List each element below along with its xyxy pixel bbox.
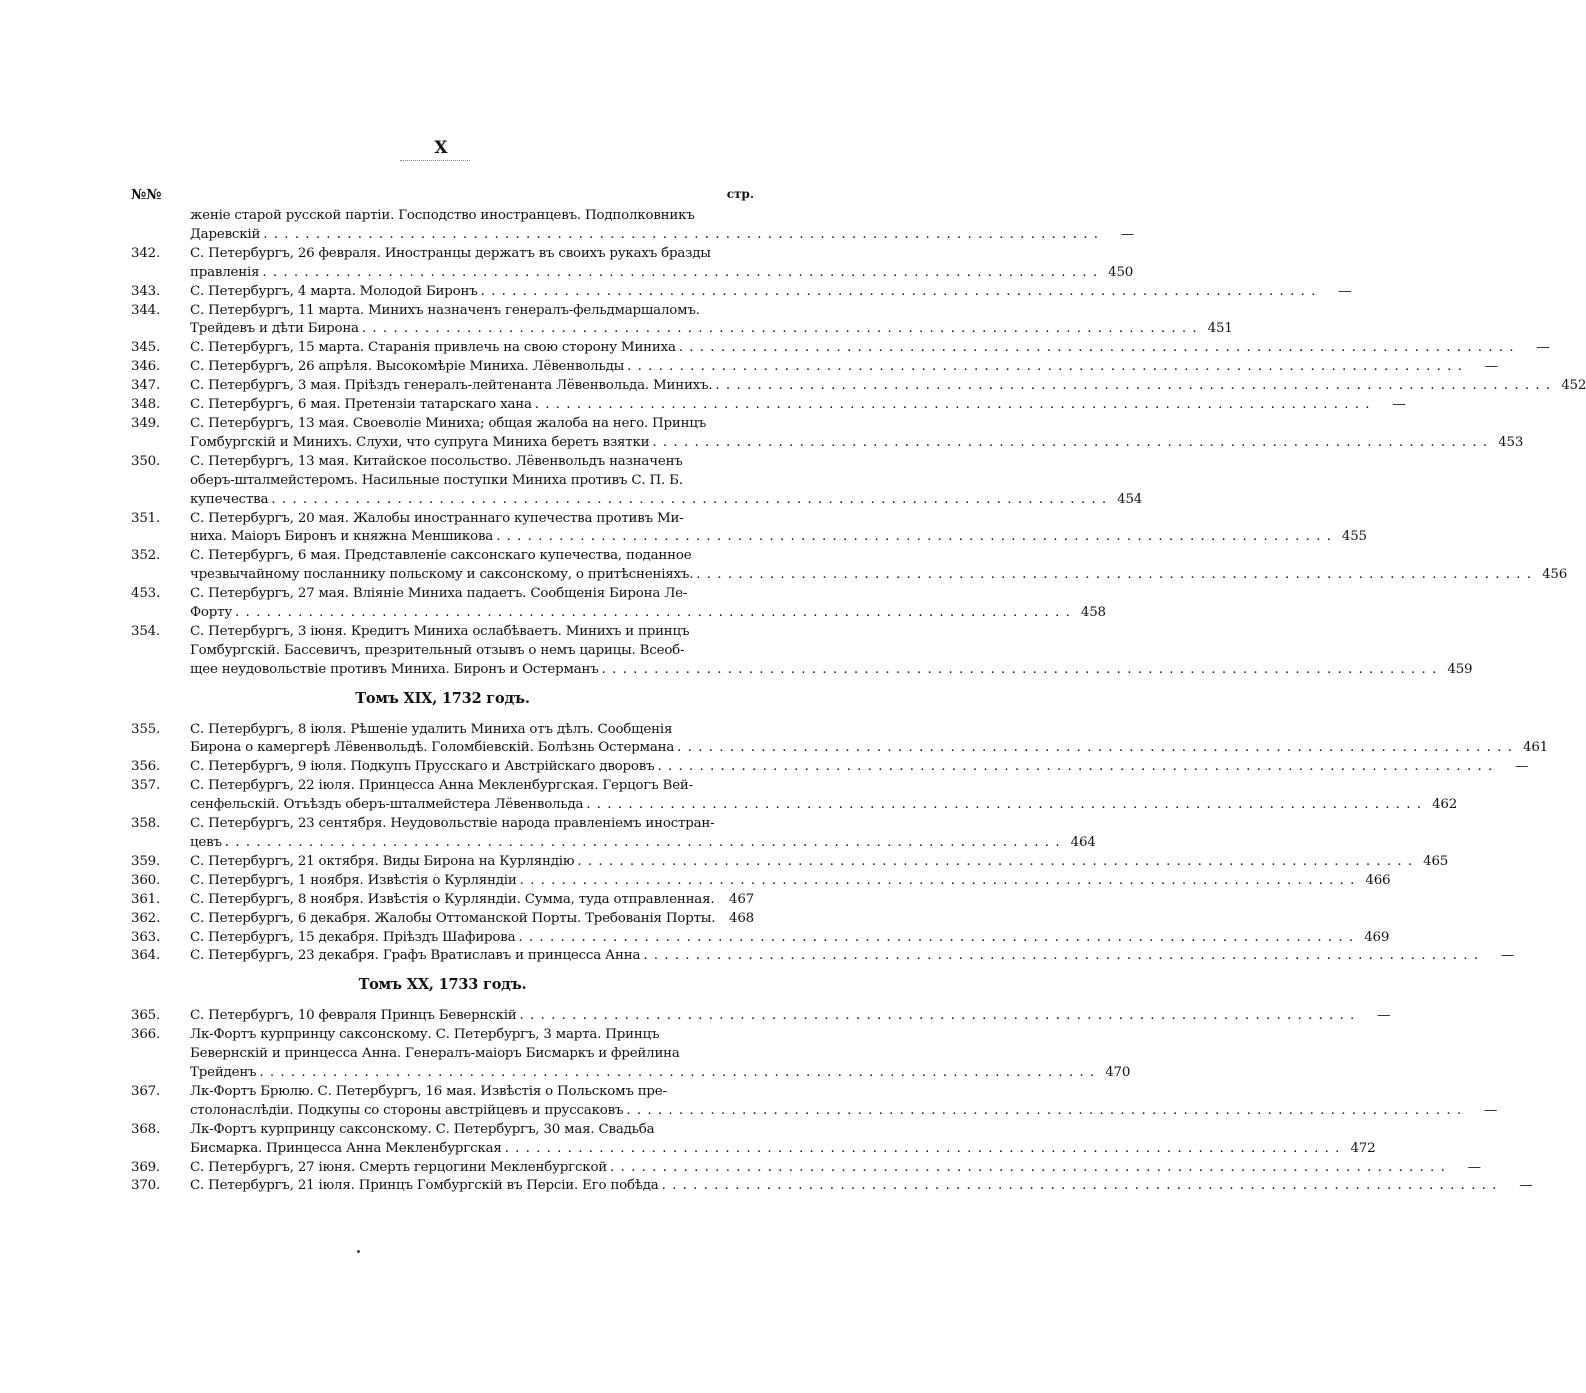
entry-line: С. Петербургъ, 27 іюня. Смерть герцогини Мекленбургской: [190, 1159, 608, 1175]
entry-last-line: [190, 491, 1143, 510]
entry-last-line: [190, 396, 1406, 415]
entry-number: 348.: [131, 397, 161, 413]
entry-last-line: [190, 796, 1458, 815]
dot-leader: . . . . . . . . . . . . . . . . . . . . . . . . . . . . . . . . . . . . . . . . . . . . . . . . . . . . . . . . . . . . . . . . . . . . . . . . . . . . . . . .: [586, 797, 1423, 813]
entry-number: 369.: [131, 1159, 161, 1175]
toc-entry: [131, 777, 1458, 815]
entry-page: —: [1377, 1008, 1391, 1024]
entry-last-line: [190, 834, 1096, 853]
toc-entry: [131, 245, 1134, 283]
toc-entry: [131, 1121, 1376, 1159]
toc-entry: [131, 891, 754, 910]
entry-line: С. Петербургъ, 6 мая. Претензіи татарскаго хана: [190, 397, 532, 413]
entry-text: [190, 585, 1106, 623]
entry-number: 362.: [131, 910, 161, 926]
page-number: X: [434, 138, 448, 158]
entry-number: 357.: [131, 778, 161, 794]
toc-entry: [131, 283, 1352, 302]
entry-page: 453: [1498, 434, 1524, 450]
entry-line: С. Петербургъ, 11 марта. Минихъ назначенъ генералъ-фельдмаршаломъ.: [190, 302, 700, 318]
entry-page: 455: [1341, 529, 1367, 545]
entry-page: 467: [729, 891, 754, 907]
toc-entry: [131, 339, 1550, 358]
entry-page: —: [1483, 1102, 1498, 1118]
entry-line: С. Петербургъ, 22 іюля. Принцесса Анна Мекленбургская. Герцогъ Вей-: [190, 778, 693, 794]
entry-text: [190, 872, 1391, 891]
entry-page: —: [1338, 283, 1352, 299]
entry-page: —: [1515, 759, 1529, 775]
entry-text: [190, 339, 1550, 358]
dot-leader: . . . . . . . . . . . . . . . . . . . . . . . . . . . . . . . . . . . . . . . . . . . . . . . . . . . . . . . . . . . . . . . . . . . . . . . . . . . . . . . .: [224, 835, 1061, 850]
entry-page: 450: [1108, 264, 1134, 280]
entry-text: [190, 777, 1458, 815]
toc-entry: [131, 872, 1391, 891]
entry-last-line: [190, 1159, 1481, 1178]
entry-line: С. Петербургъ, 8 іюля. Рѣшеніе удалить Миниха отъ дѣлъ. Сообщенія: [190, 721, 673, 737]
entry-text: [190, 283, 1352, 302]
toc-entry: [131, 510, 1367, 548]
entry-last-line: [190, 528, 1367, 547]
entry-text: [190, 1121, 1376, 1159]
toc-entry: [131, 947, 1515, 966]
entry-page: 468: [729, 910, 754, 926]
entry-line: Трейденъ: [190, 1064, 257, 1080]
entry-number: 359.: [131, 853, 161, 869]
entry-page: —: [1467, 1159, 1481, 1175]
entry-line: Бирона о камергерѣ Лёвенвольдѣ. Голомбіевскій. Болѣзнь Остермана: [190, 740, 675, 756]
entry-last-line: [190, 947, 1515, 966]
entry-last-line: [190, 264, 1134, 283]
entry-last-line: [190, 1007, 1391, 1026]
dot-leader: . . . . . . . . . . . . . . . . . . . . . . . . . . . . . . . . . . . . . . . . . . . . . . . . . . . . . . . . . . . . . . . . . . . . . . . . . . . . . . . .: [577, 853, 1414, 869]
entry-text: [190, 1026, 1131, 1083]
entry-last-line: [190, 853, 1449, 872]
dot-leader: . . . . . . . . . . . . . . . . . . . . . . . . . . . . . . . . . . . . . . . . . . . . . . . . . . . . . . . . . . . . . . . . . . . . . . . . . . . . . . . .: [519, 1008, 1356, 1024]
entry-number: 363.: [131, 929, 161, 945]
entry-page: —: [1392, 397, 1406, 413]
entry-page: 465: [1423, 853, 1449, 869]
entry-number: 358.: [131, 816, 161, 832]
dot-leader: . . . . . . . . . . . . . . . . . . . . . . . . . . . . . . . . . . . . . . . . . . . . . . . . . . . . . . . . . . . . . . . . . . . . . . . . . . . . . . . .: [643, 948, 1480, 964]
toc-entry: [131, 358, 1498, 377]
entry-number: 351.: [131, 510, 161, 526]
dot-leader: . . . . . . . . . . . . . . . . . . . . . . . . . . . . . . . . . . . . . . . . . . . . . . . . . . . . . . . . . . . . . . . . . . . . . . . . . . . . . . . .: [361, 321, 1198, 337]
entry-last-line: [190, 1140, 1376, 1159]
entry-line: Бевернскій и принцесса Анна. Генералъ-маіоръ Бисмаркъ и фрейлина: [190, 1046, 680, 1062]
entry-last-line: [190, 872, 1391, 891]
toc-entry: [131, 1026, 1131, 1083]
entry-text: [190, 302, 1233, 340]
entry-last-line: [190, 739, 1548, 758]
toc-entry: [131, 910, 754, 929]
entry-line: оберъ-шталмейстеромъ. Насильные поступки Миниха противъ С. П. Б.: [190, 472, 683, 488]
toc-entry: [131, 547, 1568, 585]
entry-line: цевъ: [190, 835, 222, 850]
entry-text: [190, 453, 1143, 510]
entry-text: [190, 910, 754, 929]
toc-entry: [131, 853, 1449, 872]
toc-entry: [131, 415, 1524, 453]
entry-number: 344.: [131, 302, 161, 318]
dot-leader: . . . . . . . . . . . . . . . . . . . . . . . . . . . . . . . . . . . . . . . . . . . . . . . . . . . . . . . . . . . . . . . . . . . . . . . . . . . . . . . .: [678, 340, 1515, 356]
entry-text: [190, 929, 1390, 948]
dot-leader: . . . . . . . . . . . . . . . . . . . . . . . . . . . . . . . . . . . . . . . . . . . . . . . . . . . . . . . . . . . . . . . . . . . . . . . . . . . . . . . .: [610, 1159, 1446, 1175]
toc-entry: [131, 396, 1406, 415]
entry-line: чрезвычайному посланнику польскому и саксонскому, о притѣсненіяхъ.: [190, 567, 694, 583]
entry-number: 342.: [131, 245, 161, 261]
entry-text: [190, 396, 1406, 415]
toc-entry: [131, 929, 1390, 948]
entry-line: С. Петербургъ, 13 мая. Китайское посольство. Лёвенвольдъ назначенъ: [190, 453, 683, 469]
toc-entry: [131, 815, 1096, 853]
entry-number: 347.: [131, 378, 161, 394]
entry-number: 345.: [131, 340, 161, 356]
entry-line: правленія: [190, 264, 260, 280]
column-header-number: №№: [131, 187, 162, 203]
entry-text: [190, 1159, 1481, 1178]
entry-page: 472: [1350, 1140, 1376, 1156]
dot-leader: . . . . . . . . . . . . . . . . . . . . . . . . . . . . . . . . . . . . . . . . . . . . . . . . . . . . . . . . . . . . . . . . . . . . . . . . . . . . . . . .: [677, 740, 1513, 756]
toc-entry: [131, 1007, 1391, 1026]
entry-page: —: [1519, 1178, 1533, 1194]
entry-line: С. Петербургъ, 6 мая. Представленіе саксонскаго купечества, поданное: [190, 548, 692, 564]
dot-leader: . . . . . . . . . . . . . . . . . . . . . . . . . . . . . . . . . . . . . . . . . . . . . . . . . . . . . . . . . . . . . . . . . . . . . . . . . . . . . . . .: [235, 605, 1071, 621]
volume-heading: Томъ XX, 1733 годъ.: [358, 976, 527, 994]
entry-page: 459: [1447, 661, 1473, 677]
entry-last-line: [190, 377, 1586, 396]
entry-line: женіе старой русской партіи. Господство иностранцевъ. Подполковникъ: [190, 208, 695, 223]
entry-number: 361.: [131, 891, 161, 907]
entry-page: 458: [1080, 605, 1106, 621]
entry-number: 367.: [131, 1083, 161, 1099]
entry-text: [190, 891, 754, 910]
entry-line: Гомбургскій. Бассевичъ, презрительный отзывъ о немъ царицы. Всеоб-: [190, 642, 685, 658]
dot-leader: . . . . . . . . . . . . . . . . . . . . . . . . . . . . . . . . . . . . . . . . . . . . . . . . . . . . . . . . . . . . . . . . . . . . . . . . . . . . . . . .: [652, 434, 1489, 450]
toc-entry: [131, 1159, 1481, 1178]
entry-line: столонаслѣдіи. Подкупы со стороны австрійцевъ и пруссаковъ: [190, 1102, 624, 1118]
entry-number: 453.: [131, 586, 161, 602]
entry-line: щее неудовольствіе противъ Миниха. Биронъ и Остерманъ: [190, 661, 599, 677]
toc-entry: [131, 585, 1106, 623]
toc-entry: [131, 623, 1473, 680]
entry-page: 451: [1207, 321, 1233, 337]
dot-leader: . . . . . . . . . . . . . . . . . . . . . . . . . . . . . . . . . . . . . . . . . . . . . . . . . . . . . . . . . . . . . . . . . . . . . . . . . . . . . . . .: [601, 661, 1438, 677]
entry-number: 350.: [131, 453, 161, 469]
entry-page: —: [1500, 948, 1515, 964]
entry-last-line: [190, 1177, 1533, 1196]
entry-line: С. Петербургъ, 26 февраля. Иностранцы держатъ въ своихъ рукахъ бразды: [190, 245, 711, 261]
entry-last-line: [190, 758, 1529, 777]
entry-text: [190, 547, 1568, 585]
entry-text: [190, 415, 1524, 453]
entry-line: С. Петербургъ, 10 февраля Принцъ Бевернскій: [190, 1008, 517, 1024]
entry-last-line: [190, 339, 1550, 358]
toc-entry: [131, 758, 1529, 777]
dot-leader: . . . . . . . . . . . . . . . . . . . . . . . . . . . . . . . . . . . . . . . . . . . . . . . . . . . . . . . . . . . . . . . . . . . . . . . . . . . . . . . .: [259, 1064, 1096, 1080]
entry-line: Трейдевъ и дѣти Бирона: [190, 321, 359, 337]
entry-line: С. Петербургъ, 9 іюля. Подкупъ Прусскаго и Австрійскаго дворовъ: [190, 759, 655, 775]
dot-leader: . . . . . . . . . . . . . . . . . . . . . . . . . . . . . . . . . . . . . . . . . . . . . . . . . . . . . . . . . . . . . . . . . . . . . . . . . . . . . . . .: [263, 226, 1099, 242]
dot-leader: . . . . . . . . . . . . . . . . . . . . . . . . . . . . . . . . . . . . . . . . . . . . . . . . . . . . . . . . . . . . . . . . . . . . . . . . . . . . . . . .: [271, 491, 1108, 507]
entry-line: С. Петербургъ, 21 іюля. Принцъ Гомбургскій въ Персіи. Его побѣда: [190, 1178, 659, 1194]
entry-line: Лк-Фортъ Брюлю. С. Петербургъ, 16 мая. Извѣстія о Польскомъ пре-: [190, 1083, 667, 1099]
toc-entry: [131, 1177, 1533, 1196]
entry-text: [190, 207, 1134, 245]
entry-line: Лк-Фортъ курпринцу саксонскому. С. Петербургъ, 3 марта. Принцъ: [190, 1027, 660, 1043]
entry-last-line: [190, 226, 1134, 245]
entry-number: 355.: [131, 721, 161, 737]
entry-number: 343.: [131, 283, 161, 299]
entry-text: [190, 623, 1473, 680]
entry-last-line: [190, 661, 1473, 680]
entry-page: —: [1484, 359, 1498, 375]
entry-line: С. Петербургъ, 6 декабря. Жалобы Оттоманской Порты. Требованія Порты.: [190, 910, 716, 926]
entry-number: 365.: [131, 1008, 161, 1024]
entry-line: С. Петербургъ, 8 ноября. Извѣстія о Курляндіи. Сумма, туда отправленная.: [190, 891, 715, 907]
entry-page: 469: [1364, 929, 1390, 945]
entry-page: —: [1120, 226, 1134, 242]
entry-line: Даревскій: [190, 226, 261, 242]
dot-leader: . . . . . . . . . . . . . . . . . . . . . . . . . . . . . . . . . . . . . . . . . . . . . . . . . . . . . . . . . . . . . . . . . . . . . . . . . . . . . . . .: [657, 759, 1494, 775]
toc-entry: [131, 1083, 1498, 1121]
entry-page: 462: [1432, 797, 1458, 813]
dot-leader: . . . . . . . . . . . . . . . . . . . . . . . . . . . . . . . . . . . . . . . . . . . . . . . . . . . . . . . . . . . . . . . . . . . . . . . . . . . . . . . .: [534, 397, 1371, 413]
entry-line: С. Петербургъ, 23 декабря. Графъ Вратиславъ и принцесса Анна: [190, 948, 641, 964]
dot-leader: . . . . . . . . . . . . . . . . . . . . . . . . . . . . . . . . . . . . . . . . . . . . . . . . . . . . . . . . . . . . . . . . . . . . . . . . . . . . . . . .: [262, 264, 1099, 280]
entry-last-line: [190, 320, 1233, 339]
entry-text: [190, 358, 1498, 377]
entry-text: [190, 1007, 1391, 1026]
dot-leader: . . . . . . . . . . . . . . . . . . . . . . . . . . . . . . . . . . . . . . . . . . . . . . . . . . . . . . . . . . . . . . . . . . . . . . . . . . . . . . . .: [496, 529, 1332, 545]
entry-number: 366.: [131, 1027, 161, 1043]
entry-line: купечества: [190, 491, 269, 507]
entry-text: [190, 721, 1548, 759]
entry-number: 370.: [131, 1178, 161, 1194]
entry-text: [190, 377, 1586, 396]
entry-page: 452: [1561, 378, 1586, 394]
entry-number: 356.: [131, 759, 161, 775]
entry-number: 368.: [131, 1121, 161, 1137]
column-header-page: стр.: [726, 187, 754, 201]
entry-text: [190, 947, 1515, 966]
entry-page: 454: [1117, 491, 1143, 507]
entry-text: [190, 245, 1134, 283]
entry-page: 464: [1070, 835, 1096, 850]
dot-leader: . . . . . . . . . . . . . . . . . . . . . . . . . . . . . . . . . . . . . . . . . . . . . . . . . . . . . . . . . . . . . . . . . . . . . . . . . . . . . . . .: [661, 1178, 1498, 1194]
dot-leader: . . . . . . . . . . . . . . . . . . . . . . . . . . . . . . . . . . . . . . . . . . . . . . . . . . . . . . . . . . . . . . . . . . . . . . . . . . . . . . . .: [480, 283, 1317, 299]
entry-number: 364.: [131, 948, 161, 964]
table-of-contents: [131, 207, 1586, 1196]
entry-text: [190, 758, 1529, 777]
entry-page: 456: [1542, 567, 1568, 583]
entry-line: Лк-Фортъ курпринцу саксонскому. С. Петербургъ, 30 мая. Свадьба: [190, 1121, 655, 1137]
dot-leader: . . . . . . . . . . . . . . . . . . . . . . . . . . . . . . . . . . . . . . . . . . . . . . . . . . . . . . . . . . . . . . . . . . . . . . . . . . . . . . . .: [627, 359, 1463, 375]
entry-line: сенфельскій. Отъѣздъ оберъ-шталмейстера Лёвенвольда: [190, 797, 584, 813]
entry-line: С. Петербургъ, 1 ноября. Извѣстія о Курляндіи: [190, 872, 517, 888]
dot-leader: . . . . . . . . . . . . . . . . . . . . . . . . . . . . . . . . . . . . . . . . . . . . . . . . . . . . . . . . . . . . . . . . . . . . . . . . . . . . . . . .: [715, 378, 1552, 394]
entry-last-line: [190, 566, 1568, 585]
entry-last-line: [190, 929, 1390, 948]
entry-last-line: [190, 1102, 1498, 1121]
entry-line: С. Петербургъ, 3 іюня. Кредитъ Миниха ослабѣваетъ. Минихъ и принцъ: [190, 623, 690, 639]
toc-entry: [131, 721, 1548, 759]
volume-heading: Томъ XIX, 1732 годъ.: [355, 689, 530, 707]
dot-leader: [717, 891, 719, 910]
entry-last-line: [190, 283, 1352, 302]
page-number-rule: [400, 160, 470, 161]
dot-leader: . . . . . . . . . . . . . . . . . . . . . . . . . . . . . . . . . . . . . . . . . . . . . . . . . . . . . . . . . . . . . . . . . . . . . . . . . . . . . . . .: [518, 929, 1355, 945]
toc-entry: [131, 302, 1233, 340]
entry-line: С. Петербургъ, 15 марта. Старанія привлечь на свою сторону Миниха: [190, 340, 676, 356]
entry-line: Бисмарка. Принцесса Анна Мекленбургская: [190, 1140, 502, 1156]
entry-line: С. Петербургъ, 23 сентября. Неудовольствіе народа правленіемъ иностран-: [190, 816, 715, 832]
entry-page: 461: [1523, 740, 1548, 756]
entry-line: С. Петербургъ, 27 мая. Вліяніе Миниха падаетъ. Сообщенія Бирона Ле-: [190, 586, 688, 602]
entry-text: [190, 853, 1449, 872]
entry-last-line: [190, 434, 1524, 453]
entry-number: 352.: [131, 548, 161, 564]
entry-number: 360.: [131, 872, 161, 888]
entry-last-line: [190, 604, 1106, 623]
entry-number: 346.: [131, 359, 161, 375]
entry-line: ниха. Маіоръ Биронъ и княжна Меншикова: [190, 529, 494, 545]
toc-entry: [131, 207, 1134, 245]
dot-leader: . . . . . . . . . . . . . . . . . . . . . . . . . . . . . . . . . . . . . . . . . . . . . . . . . . . . . . . . . . . . . . . . . . . . . . . . . . . . . . . .: [696, 567, 1533, 583]
entry-number: 354.: [131, 623, 161, 639]
entry-line: С. Петербургъ, 26 апрѣля. Высокомѣріе Миниха. Лёвенвольды: [190, 359, 625, 375]
entry-text: [190, 1083, 1498, 1121]
dot-leader: . . . . . . . . . . . . . . . . . . . . . . . . . . . . . . . . . . . . . . . . . . . . . . . . . . . . . . . . . . . . . . . . . . . . . . . . . . . . . . . .: [519, 872, 1356, 888]
entry-line: Гомбургскій и Минихъ. Слухи, что супруга Миниха беретъ взятки: [190, 434, 650, 450]
dot-leader: . . . . . . . . . . . . . . . . . . . . . . . . . . . . . . . . . . . . . . . . . . . . . . . . . . . . . . . . . . . . . . . . . . . . . . . . . . . . . . . .: [504, 1140, 1341, 1156]
entry-line: Форту: [190, 605, 233, 621]
toc-entry: [131, 453, 1143, 510]
entry-line: С. Петербургъ, 21 октября. Виды Бирона на Курляндію: [190, 853, 575, 869]
dot-leader: . . . . . . . . . . . . . . . . . . . . . . . . . . . . . . . . . . . . . . . . . . . . . . . . . . . . . . . . . . . . . . . . . . . . . . . . . . . . . . . .: [626, 1102, 1463, 1118]
entry-text: [190, 510, 1367, 548]
entry-last-line: [190, 891, 754, 910]
entry-line: С. Петербургъ, 20 мая. Жалобы иностраннаго купечества противъ Ми-: [190, 510, 684, 526]
entry-text: [190, 815, 1096, 853]
dot-leader: [718, 910, 719, 929]
entry-last-line: [190, 910, 754, 929]
entry-last-line: [190, 358, 1498, 377]
entry-number: 349.: [131, 415, 161, 431]
entry-line: С. Петербургъ, 15 декабря. Пріѣздъ Шафирова: [190, 929, 516, 945]
entry-page: 470: [1105, 1064, 1131, 1080]
entry-line: С. Петербургъ, 3 мая. Пріѣздъ генералъ-лейтенанта Лёвенвольда. Минихъ.: [190, 378, 713, 394]
entry-text: [190, 1177, 1533, 1196]
ink-speck: [357, 1250, 360, 1253]
entry-page: 466: [1365, 872, 1391, 888]
toc-entry: [131, 377, 1586, 396]
entry-line: С. Петербургъ, 13 мая. Своеволіе Миниха; общая жалоба на него. Принцъ: [190, 415, 707, 431]
entry-line: С. Петербургъ, 4 марта. Молодой Биронъ: [190, 283, 478, 299]
entry-page: —: [1536, 340, 1550, 356]
entry-last-line: [190, 1064, 1131, 1083]
